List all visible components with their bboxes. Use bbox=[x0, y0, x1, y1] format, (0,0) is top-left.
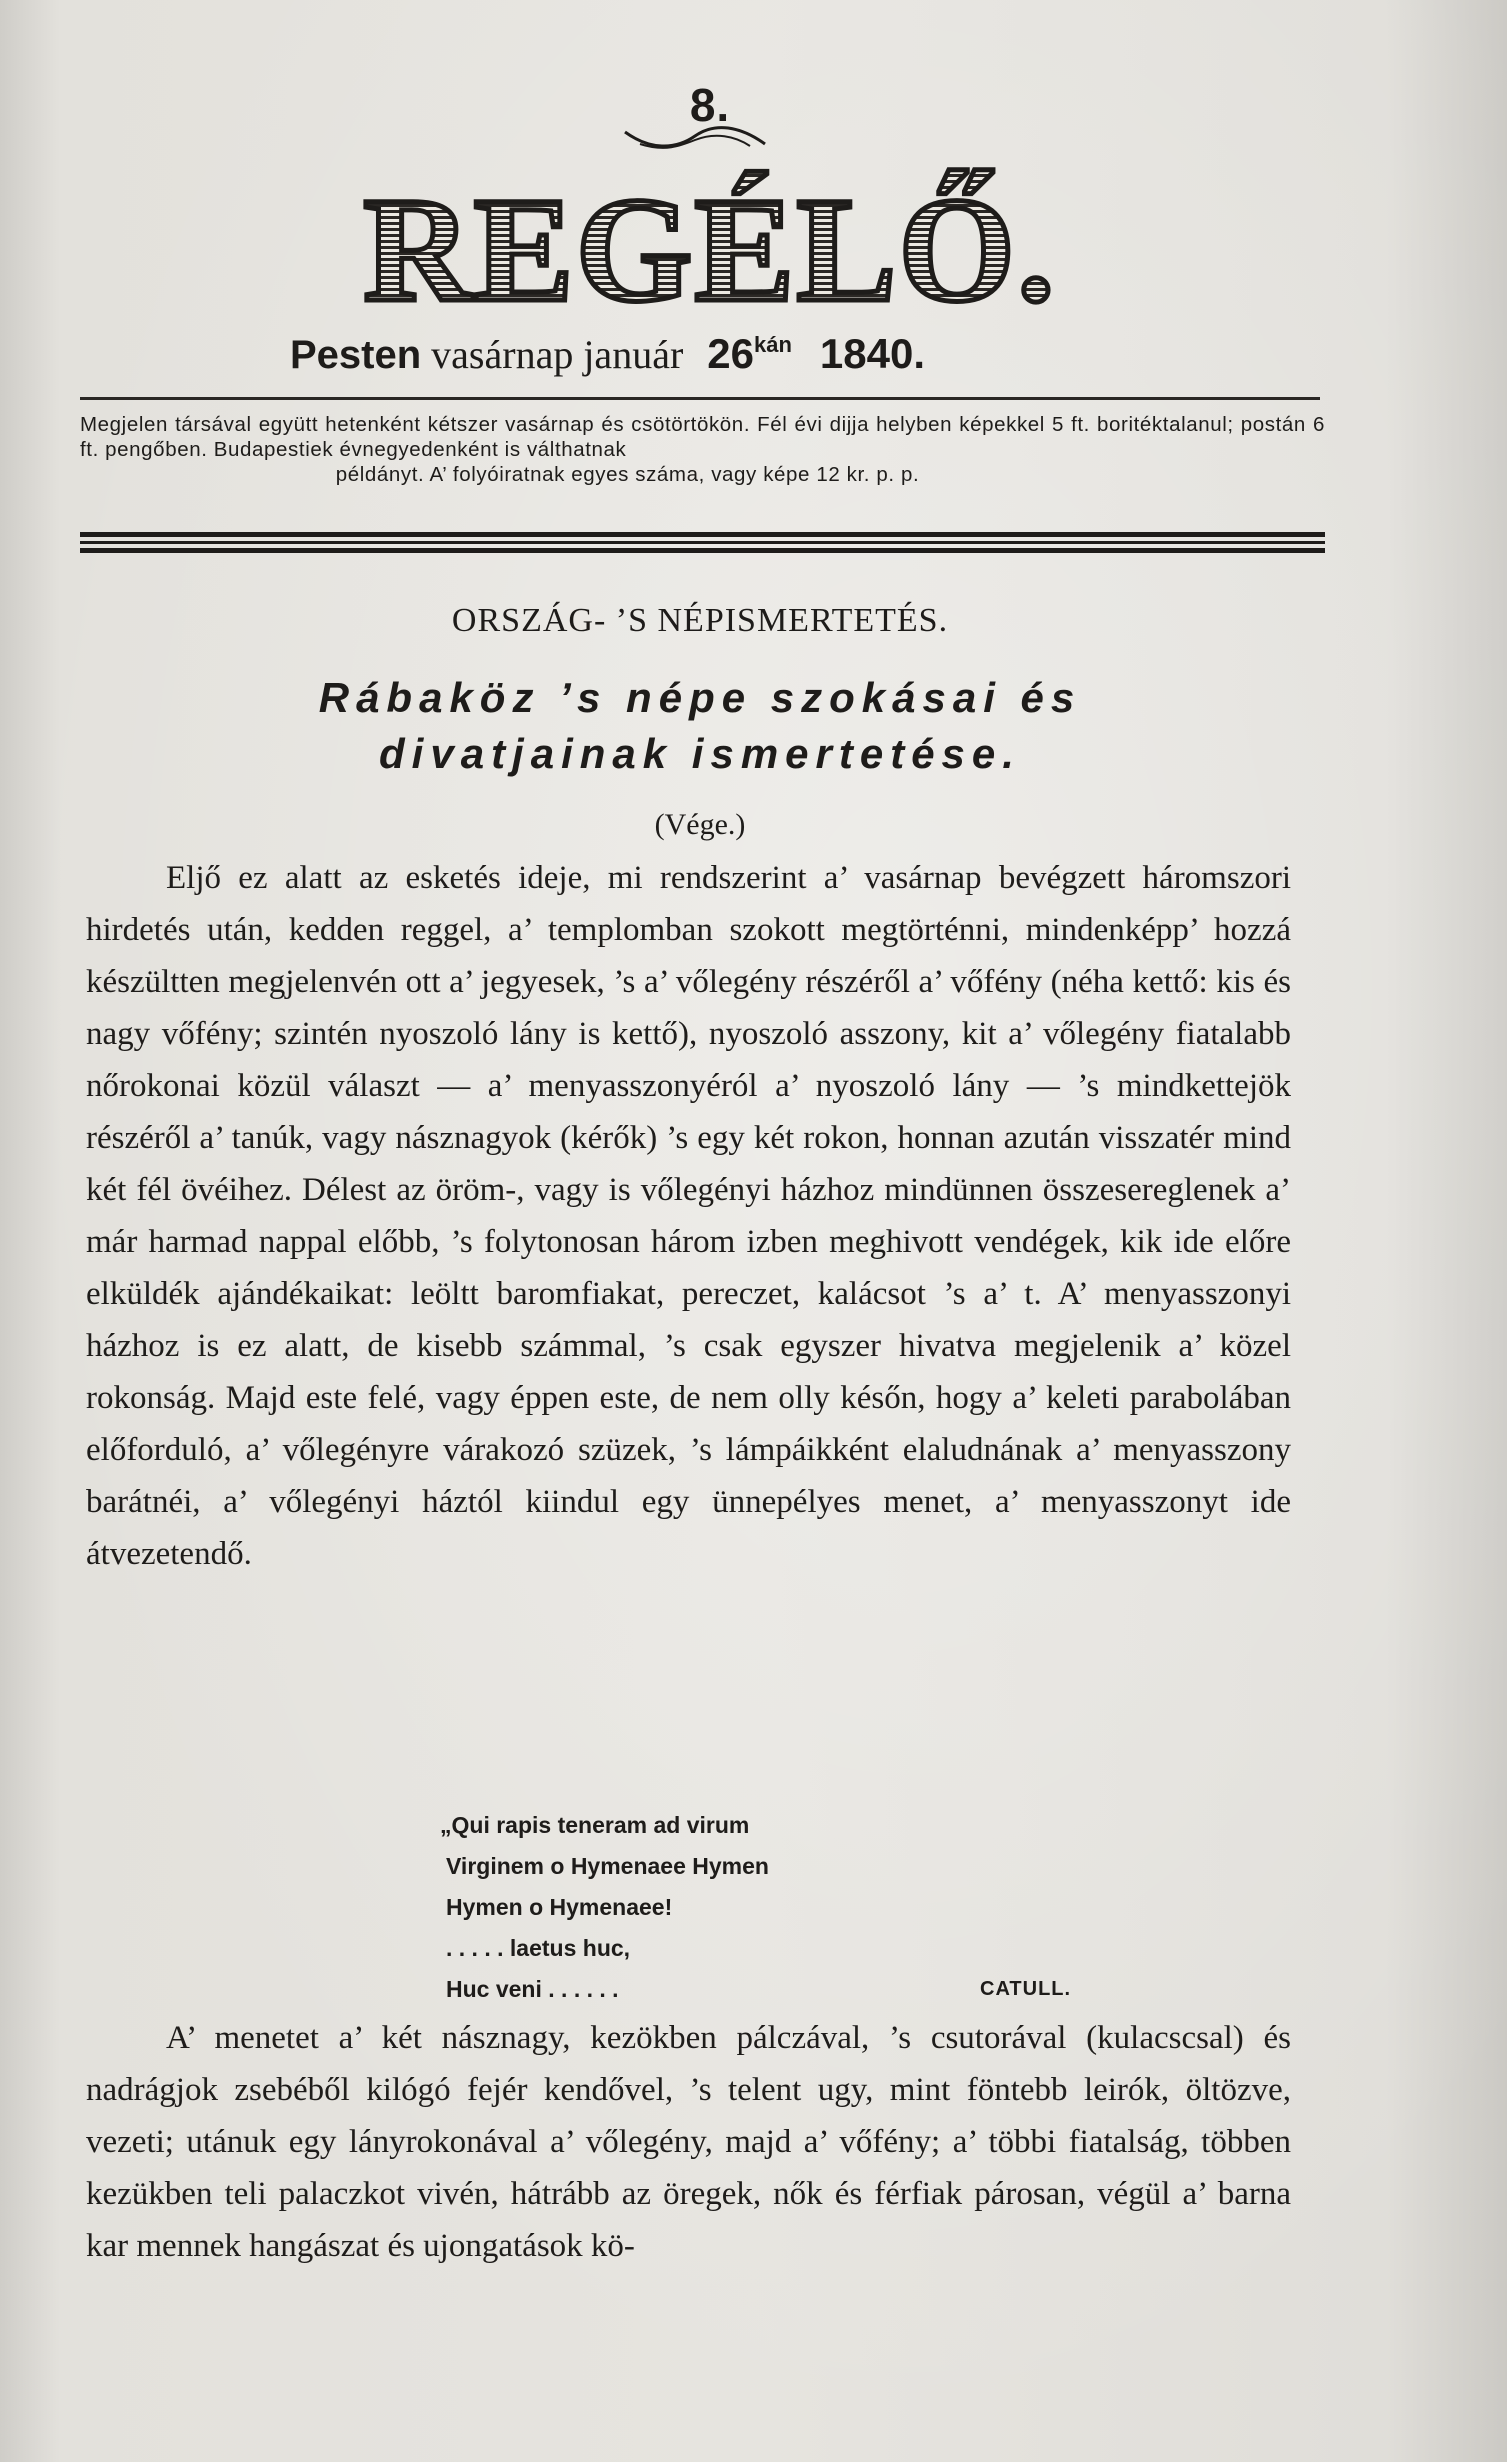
issue-number: 8. bbox=[689, 79, 731, 131]
poem-line-5 bbox=[440, 1969, 1140, 2010]
dateline-text: vasárnap január bbox=[431, 332, 684, 377]
subscription-notice bbox=[80, 412, 1325, 487]
poem-line-1: „Qui rapis teneram ad virum bbox=[440, 1812, 750, 1838]
vege-label: (Vége.) bbox=[654, 808, 746, 841]
article-body-part2 bbox=[86, 2012, 1291, 2272]
article-title-line2: divatjainak ismertetése. bbox=[379, 730, 1021, 777]
top-rule bbox=[80, 397, 1320, 400]
poem-line-5-text: Huc veni . . . . . . bbox=[446, 1976, 619, 2002]
dateline-city: Pesten bbox=[290, 333, 422, 377]
masthead-title-text: REGÉLŐ. bbox=[363, 167, 1057, 325]
latin-poem bbox=[440, 1805, 1140, 2010]
section-heading: ORSZÁG- ’S NÉPISMERTETÉS. bbox=[451, 602, 949, 639]
poem-author: CATULL. bbox=[980, 1978, 1072, 2000]
masthead-title bbox=[340, 150, 1080, 325]
notice-text: Megjelen társával együtt hetenként kétszer vasárnap és csötörtökön. Fél évi dijja helyben képekkel 5 ft. boritéktalanul; postán 6 ft. pengőben. Budapestiek évnegyedenként is válthatnak bbox=[80, 413, 1325, 461]
paragraph-1: Eljő ez alatt az esketés ideje, mi rendszerint a’ vasárnap bevégzett háromszori hirdetés után, kedden reggel, a’ templomban szokott megtörténni, mindenképp’ hozzá készültten megjelenvén ott a’ jegyesek, ’s a’ vőlegény részéről a’ vőfény (néha kettő: kis és nagy vőfény; szintén nyoszoló lány is kettő), nyoszoló asszony, kit a’ vőlegény fiatalabb nőrokonai közül választ — a’ menyasszonyéról a’ nyoszoló lány — ’s mindkettejök részéről a’ tanúk, vagy násznagyok (kérők) ’s egy két rokon, honnan azután visszatér mind két fél övéihez. Délest az öröm-, vagy is vőlegényi házhoz mindünnen összesereglenek a’ már harmad nappal előbb, ’s folytonosan három izben meghivott vendégek, kik ide előre elküldék ajándékaikat: leöltt baromfiakat, pereczet, kalácsot ’s a’ t. A’ menyasszonyi házhoz is ez alatt, de kisebb számmal, ’s csak egyszer hivatva megjelenik a’ közel rokonság. Majd este felé, vagy éppen este, de nem olly későn, hogy a’ keleti parabolában előforduló, a’ vőlegényre várakozó szüzek, ’s lámpáikként elaludnának a’ menyasszony barátnéi, a’ vőlegényi háztól kiindul egy ünnepélyes menet, a’ menyasszonyt ide átvezetendő. bbox=[86, 860, 1291, 1572]
dateline-day-suffix: kán bbox=[753, 332, 792, 357]
article-title-line1: Rábaköz ’s népe szokásai és bbox=[318, 674, 1082, 721]
poem-line-3: Hymen o Hymenaee! bbox=[446, 1894, 673, 1920]
article-title bbox=[0, 670, 1400, 782]
notice-last-line: példányt. A’ folyóiratnak egyes száma, vagy képe 12 kr. p. p. bbox=[335, 463, 920, 486]
dateline bbox=[290, 330, 1190, 378]
paragraph-2: A’ menetet a’ két násznagy, kezökben pálczával, ’s csutorával (kulacscsal) és nadrágjok zsebéből kilógó fejér kendővel, ’s telent ugy, mint föntebb leirók, öltözve, vezeti; utánuk egy lányrokonával a’ vőlegény, majd a’ vőfény; a’ többi fiatalság, többen kezükben teli palaczkot vivén, hátrább az öregek, nők és férfiak párosan, végül a’ barna kar mennek hangászat és ujongatások kö- bbox=[86, 2020, 1291, 2264]
poem-line-2: Virginem o Hymenaee Hymen bbox=[446, 1853, 769, 1879]
double-rule bbox=[80, 532, 1325, 556]
dateline-day: 26 bbox=[707, 330, 754, 377]
show-through-text bbox=[1190, 60, 1197, 90]
article-body-part1 bbox=[86, 852, 1291, 1580]
poem-line-4: . . . . . laetus huc, bbox=[446, 1935, 631, 1961]
dateline-year: 1840. bbox=[819, 330, 926, 377]
